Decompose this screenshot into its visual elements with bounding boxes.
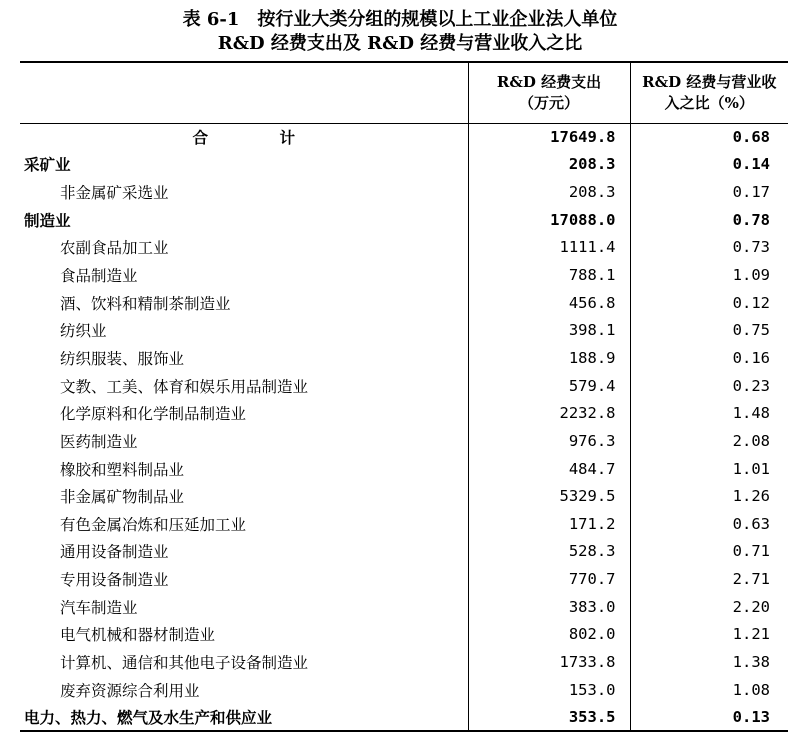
row-rd-value: 456.8 — [468, 289, 630, 317]
row-name: 酒、饮料和精制茶制造业 — [20, 289, 468, 317]
row-rd-value: 208.3 — [468, 178, 630, 206]
row-rd-value: 802.0 — [468, 621, 630, 649]
row-ratio-value: 0.16 — [732, 348, 770, 367]
row-ratio-value: 0.14 — [732, 155, 770, 174]
header-rd-ratio-line2: 入之比（%） — [664, 93, 754, 112]
row-rd-value: 528.3 — [468, 538, 630, 566]
row-name: 食品制造业 — [20, 261, 468, 289]
row-ratio-value: 0.78 — [732, 210, 770, 229]
header-rd-ratio-line1: R&D 经费与营业收 — [642, 72, 777, 91]
table-row — [20, 178, 788, 206]
row-name: 非金属矿物制品业 — [20, 482, 468, 510]
row-rd-value: 2232.8 — [468, 399, 630, 427]
row-rd-value: 383.0 — [468, 593, 630, 621]
row-rd-value: 1111.4 — [468, 234, 630, 262]
row-rd-value: 788.1 — [468, 261, 630, 289]
header-rd-expenditure-line1: R&D 经费支出 — [496, 72, 602, 91]
table-row — [20, 538, 788, 566]
row-name: 合 计 — [20, 123, 468, 151]
table-row-section — [20, 703, 788, 731]
table-row-section — [20, 206, 788, 234]
row-name: 计算机、通信和其他电子设备制造业 — [20, 648, 468, 676]
row-ratio-value: 0.17 — [732, 183, 770, 202]
row-ratio-value: 2.71 — [732, 570, 770, 589]
row-ratio-value: 0.75 — [732, 321, 770, 340]
header-rd-expenditure — [468, 62, 630, 123]
row-rd-value: 171.2 — [468, 510, 630, 538]
table-row — [20, 372, 788, 400]
row-name: 电气机械和器材制造业 — [20, 621, 468, 649]
table-row — [20, 316, 788, 344]
table-row — [20, 399, 788, 427]
table-row — [20, 482, 788, 510]
row-ratio-value: 1.38 — [732, 652, 770, 671]
table-row — [20, 510, 788, 538]
table-row-section — [20, 151, 788, 179]
row-name: 医药制造业 — [20, 427, 468, 455]
row-rd-value: 5329.5 — [468, 482, 630, 510]
table-row — [20, 648, 788, 676]
header-industry — [20, 62, 468, 123]
row-rd-value: 153.0 — [468, 676, 630, 704]
row-rd-value: 1733.8 — [468, 648, 630, 676]
table-row — [20, 344, 788, 372]
row-name: 化学原料和化学制品制造业 — [20, 399, 468, 427]
row-name: 通用设备制造业 — [20, 538, 468, 566]
row-ratio-value: 0.68 — [732, 128, 770, 147]
row-rd-value: 770.7 — [468, 565, 630, 593]
row-name: 农副食品加工业 — [20, 234, 468, 262]
table-row — [20, 234, 788, 262]
row-rd-value: 976.3 — [468, 427, 630, 455]
row-rd-value: 17649.8 — [468, 123, 630, 151]
row-rd-value: 188.9 — [468, 344, 630, 372]
row-name: 废弃资源综合利用业 — [20, 676, 468, 704]
row-name: 纺织业 — [20, 316, 468, 344]
row-name: 制造业 — [20, 206, 468, 234]
row-ratio-value: 2.08 — [732, 431, 770, 450]
row-name: 橡胶和塑料制品业 — [20, 455, 468, 483]
table-title — [0, 8, 800, 56]
row-ratio-value: 0.23 — [732, 376, 770, 395]
table-header — [20, 62, 788, 123]
header-rd-expenditure-line2: （万元） — [518, 93, 579, 112]
row-name: 纺织服装、服饰业 — [20, 344, 468, 372]
row-rd-value: 353.5 — [468, 703, 630, 731]
table-row — [20, 261, 788, 289]
row-ratio-value: 1.21 — [732, 625, 770, 644]
row-rd-value: 208.3 — [468, 151, 630, 179]
table-row — [20, 621, 788, 649]
table-title-line1: 表 6-1 按行业大类分组的规模以上工业企业法人单位 — [182, 9, 618, 30]
row-ratio-value: 1.01 — [732, 459, 770, 478]
table-row-total — [20, 123, 788, 151]
row-ratio-value: 1.48 — [732, 404, 770, 423]
row-name: 非金属矿采选业 — [20, 178, 468, 206]
header-rd-ratio — [630, 62, 788, 123]
row-rd-value: 17088.0 — [468, 206, 630, 234]
row-name: 采矿业 — [20, 151, 468, 179]
row-name: 文教、工美、体育和娱乐用品制造业 — [20, 372, 468, 400]
row-ratio-value: 0.13 — [630, 703, 788, 731]
row-ratio-value: 1.09 — [732, 266, 770, 285]
table-row — [20, 593, 788, 621]
row-ratio-value: 1.08 — [732, 680, 770, 699]
row-ratio-value: 0.71 — [732, 542, 770, 561]
row-ratio-value: 2.20 — [732, 597, 770, 616]
row-name: 汽车制造业 — [20, 593, 468, 621]
table-row — [20, 427, 788, 455]
table-row — [20, 676, 788, 704]
table-row — [20, 455, 788, 483]
row-rd-value: 398.1 — [468, 316, 630, 344]
row-rd-value: 579.4 — [468, 372, 630, 400]
row-ratio-value: 0.73 — [732, 238, 770, 257]
table-title-line2: R&D 经费支出及 R&D 经费与营业收入之比 — [217, 33, 583, 54]
row-name: 电力、热力、燃气及水生产和供应业 — [20, 703, 468, 731]
data-table — [20, 61, 788, 732]
row-ratio-value: 0.63 — [732, 514, 770, 533]
row-name: 专用设备制造业 — [20, 565, 468, 593]
row-ratio-value: 0.12 — [732, 293, 770, 312]
table-row — [20, 289, 788, 317]
table-body — [20, 123, 788, 731]
row-name: 有色金属冶炼和压延加工业 — [20, 510, 468, 538]
table-row — [20, 565, 788, 593]
row-rd-value: 484.7 — [468, 455, 630, 483]
row-ratio-value: 1.26 — [732, 487, 770, 506]
